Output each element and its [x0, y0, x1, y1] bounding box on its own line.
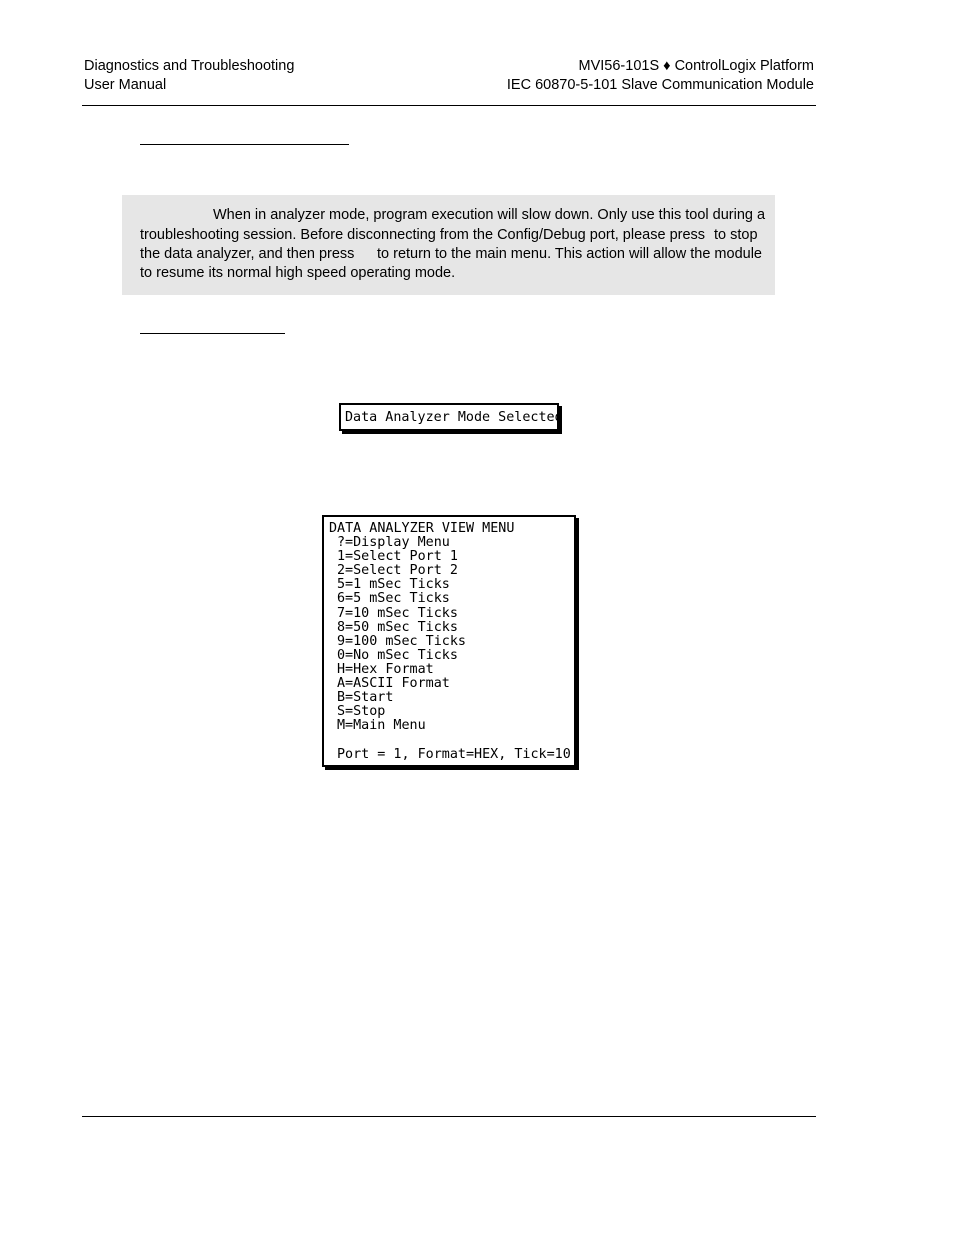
terminal-status-line: Port = 1, Format=HEX, Tick=10 — [337, 746, 571, 762]
terminal-menu-item: A=ASCII Format — [337, 676, 450, 692]
terminal-menu-item: 8=50 mSec Ticks — [337, 619, 458, 635]
header-document-type: User Manual — [84, 77, 167, 93]
footer-divider — [82, 1116, 816, 1117]
terminal-menu-item: 5=1 mSec Ticks — [337, 577, 450, 593]
header-module-name: IEC 60870-5-101 Slave Communication Module — [506, 77, 814, 93]
note-line-1: When in analyzer mode, program execution will slow down. Only use this tool during a — [213, 207, 766, 223]
terminal-menu-item: 0=No mSec Ticks — [337, 647, 458, 663]
note-line-2a: troubleshooting session. Before disconnecting from the Config/Debug port, please press — [140, 227, 706, 243]
terminal-blank-line — [329, 733, 574, 747]
header-product-name: MVI56-101S ♦ ControlLogix Platform — [578, 58, 814, 74]
terminal-menu-item: 9=100 mSec Ticks — [337, 633, 466, 649]
terminal-message: Data Analyzer Mode Selected — [345, 410, 563, 425]
heading-underline-1 — [140, 144, 349, 145]
header-divider — [82, 105, 816, 106]
page-header-right — [507, 57, 814, 95]
terminal-menu-item: 7=10 mSec Ticks — [337, 605, 458, 621]
note-line-4: to resume its normal high speed operating mode. — [140, 265, 456, 281]
page-header-left — [84, 57, 294, 95]
terminal-menu-item: ?=Display Menu — [337, 535, 450, 551]
terminal-menu-title: DATA ANALYZER VIEW MENU — [329, 521, 515, 536]
terminal-menu-item: 1=Select Port 1 — [337, 549, 458, 565]
note-box — [122, 195, 775, 295]
terminal-menu-item: B=Start — [337, 690, 394, 706]
header-section-title: Diagnostics and Troubleshooting — [84, 58, 295, 74]
terminal-menu-item: 2=Select Port 2 — [337, 563, 458, 579]
terminal-menu-item: H=Hex Format — [337, 661, 434, 677]
terminal-menu-item: S=Stop — [337, 704, 386, 720]
note-line-2b: to stop — [714, 227, 758, 243]
note-line-3b: to return to the main menu. This action will allow the module — [377, 246, 762, 262]
terminal-menu-item: 6=5 mSec Ticks — [337, 591, 450, 607]
terminal-menu-item: M=Main Menu — [337, 718, 426, 734]
note-line-3a: the data analyzer, and then press — [140, 246, 355, 262]
heading-underline-2 — [140, 333, 285, 334]
terminal-analyzer-mode-selected — [339, 403, 563, 431]
terminal-data-analyzer-view-menu — [322, 515, 576, 767]
